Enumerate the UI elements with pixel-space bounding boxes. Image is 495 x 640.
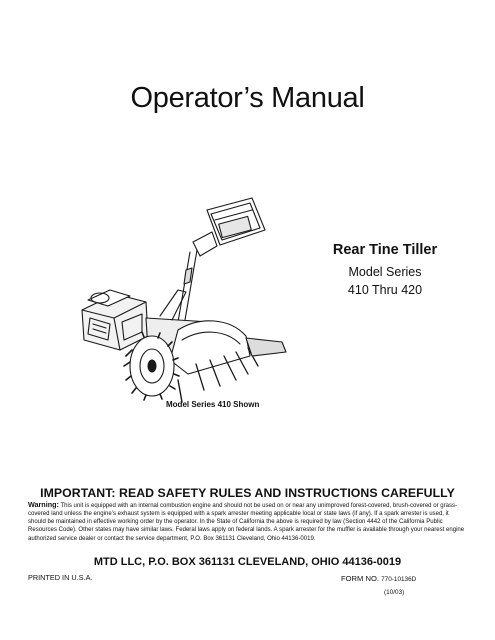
form-number: 770-10136D: [381, 576, 417, 583]
warning-label: Warning:: [28, 500, 59, 509]
manual-title: Operator’s Manual: [130, 82, 365, 114]
printed-in: PRINTED IN U.S.A.: [28, 573, 93, 582]
safety-heading: IMPORTANT: READ SAFETY RULES AND INSTRUCTIONS CAREFULLY: [40, 486, 455, 500]
form-date: (10/03): [384, 589, 405, 596]
product-name: Rear Tine Tiller: [332, 242, 438, 258]
form-label: FORM NO.: [341, 574, 379, 583]
product-info: [300, 242, 470, 297]
warning-text: This unit is equipped with an internal combustion engine and should not be used on or near any unimproved forest-covered, brush-covered or grass-covered land unless the engine’s exhaust system is equipped with a spark arrester meeting applicable local or state laws (if any). If a spark arrester is used, it should be maintained in effective working order by the operator. In the State of California the above is required by law (Section 4442 of the California Public Resources Code). Other states may have similar laws. Federal laws apply on federal lands. A spark arrester for the muffler is available through your nearest engine authorized service dealer or contact the service department, P.O. Box 361131 Cleveland, Ohio 44136-0019.: [28, 503, 465, 542]
company-address: MTD LLC, P.O. BOX 361131 CLEVELAND, OHIO 44136-0019: [93, 556, 402, 568]
rear-tine-tiller-illustration: [60, 190, 320, 415]
illustration-caption: Model Series 410 Shown: [166, 400, 260, 409]
model-range: 410 Thru 420: [347, 283, 423, 297]
form-number-line: [341, 574, 416, 583]
model-series-label: Model Series: [348, 265, 422, 279]
warning-paragraph: [28, 501, 468, 543]
